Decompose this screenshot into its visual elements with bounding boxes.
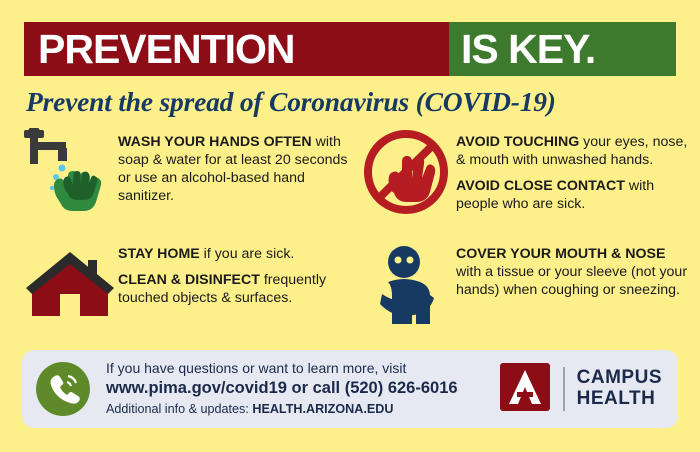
tip-cover-mouth-body: with a tissue or your sleeve (not your hands) when coughing or sneezing. bbox=[456, 263, 688, 298]
brand-line-2: HEALTH bbox=[576, 388, 656, 409]
brand-line-1: CAMPUS bbox=[576, 367, 662, 389]
footer-text bbox=[106, 360, 499, 418]
footer-website-link[interactable]: www.pima.gov/covid19 bbox=[106, 378, 287, 397]
no-touching-hand-icon bbox=[360, 128, 456, 220]
cough-into-elbow-icon bbox=[360, 240, 456, 332]
tip-clean-disinfect-body: frequently touched objects & surfaces. bbox=[118, 271, 327, 306]
tip-stay-home-heading: STAY HOME bbox=[118, 246, 200, 262]
house-icon bbox=[22, 240, 118, 332]
footer-health-link[interactable]: HEALTH.ARIZONA.EDU bbox=[252, 401, 394, 416]
tip-stay-home-body: if you are sick. bbox=[199, 246, 295, 262]
title-banner-left bbox=[24, 22, 449, 76]
tip-avoid-touching-heading: AVOID TOUCHING bbox=[456, 134, 580, 150]
footer-line-1: If you have questions or want to learn more, visit bbox=[106, 360, 407, 377]
tip-avoid-touching-text bbox=[456, 128, 690, 214]
phone-ringing-icon bbox=[36, 362, 90, 416]
footer-bar bbox=[22, 350, 678, 428]
tip-avoid-touching-body: your eyes, nose, & mouth with unwashed hands. bbox=[456, 134, 688, 168]
brand-divider bbox=[563, 367, 565, 411]
tip-avoid-touching bbox=[360, 128, 690, 220]
faucet-hands-icon bbox=[22, 128, 118, 220]
tip-wash-hands-body: with soap & water for at least 20 seconds or use an alcohol-based hand sanitizer. bbox=[118, 134, 348, 204]
tip-wash-hands-heading: WASH YOUR HANDS OFTEN bbox=[118, 134, 312, 150]
title-prevention: PREVENTION bbox=[38, 25, 295, 72]
tip-stay-home bbox=[22, 240, 352, 332]
tip-avoid-close-contact-body: with people who are sick. bbox=[456, 177, 655, 212]
title-banner-right bbox=[449, 22, 676, 76]
brand-lockup bbox=[499, 362, 662, 417]
footer-line-2 bbox=[106, 378, 499, 399]
footer-line-3 bbox=[106, 401, 499, 418]
title-banner bbox=[24, 22, 676, 76]
brand-wordmark bbox=[577, 368, 662, 409]
title-is-key: IS KEY. bbox=[461, 25, 596, 72]
tips-grid bbox=[22, 128, 688, 340]
tip-wash-hands-text bbox=[118, 128, 352, 206]
tip-cover-mouth bbox=[360, 240, 690, 332]
tip-wash-hands bbox=[22, 128, 352, 220]
tip-clean-disinfect-heading: CLEAN & DISINFECT bbox=[118, 271, 260, 288]
tip-cover-mouth-text bbox=[456, 240, 690, 300]
tip-cover-mouth-heading: COVER YOUR MOUTH & NOSE bbox=[456, 246, 666, 262]
footer-phone-number: or call (520) 626-6016 bbox=[286, 378, 458, 397]
tip-avoid-close-contact-heading: AVOID CLOSE CONTACT bbox=[456, 177, 625, 194]
arizona-a-logo bbox=[499, 362, 551, 417]
subtitle: Prevent the spread of Coronavirus (COVID-19) bbox=[26, 86, 556, 117]
tip-stay-home-text bbox=[118, 240, 352, 308]
footer-line-3-prefix: Additional info & updates: bbox=[106, 401, 253, 416]
